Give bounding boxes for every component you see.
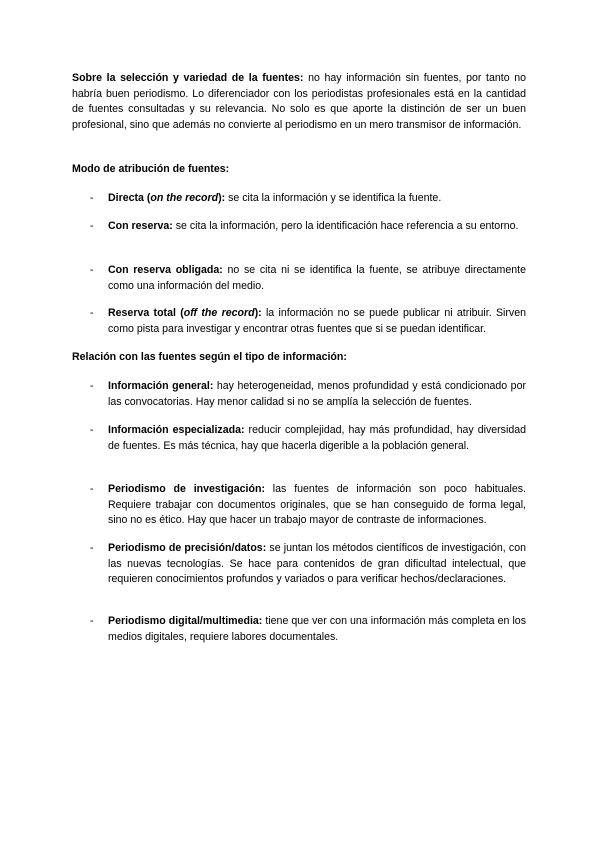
list-item-text: Directa (on the record): se cita la información y se identifica la fuente. <box>108 192 442 204</box>
item-lead: Con reserva obligada: <box>108 264 223 276</box>
list-dash: - <box>90 220 94 232</box>
list-dash: - <box>90 264 94 276</box>
list-dash: - <box>90 380 94 392</box>
intro-text: no hay información sin fuentes, por tanto no habría buen periodismo. Lo diferenciador con los periodistas profesionales está en la cantidad de fuentes consultadas y su relevancia. No solo es que aporte la distinción de ser un buen profesional, sino que además no convierte al periodismo en un mero transmisor de información. <box>72 72 526 131</box>
list-item-text: Periodismo de investigación: las fuentes de información son poco habituales. Requiere trabajar con documentos originales, que se han conseguido de forma legal, sino no es ético. Hay que hacer un trabajo mayor de contraste de informaciones. <box>108 483 526 526</box>
list-item-text: Periodismo de precisión/datos: se juntan los métodos científicos de investigación, con las nuevas tecnologías. Se hace para contenidos de gran dificultad intelectual, que requieren conocimientos profundos y variados o para verificar hechos/declaraciones. <box>108 542 526 585</box>
list-item-text: Periodismo digital/multimedia: tiene que ver con una información más completa en los medios digitales, requiere labores documentales. <box>108 615 526 643</box>
item-lead: Periodismo digital/multimedia: <box>108 615 263 627</box>
item-lead: Información especializada: <box>108 424 245 436</box>
list-dash: - <box>90 615 94 627</box>
list-dash: - <box>90 307 94 319</box>
list-item-text: Reserva total (off the record): la información no se puede publicar ni atribuir. Sirven como pista para investigar y encontrar otras fuentes que si se puedan identificar. <box>108 307 526 335</box>
item-lead: Periodismo de investigación: <box>108 483 265 495</box>
item-lead: Información general: <box>108 380 214 392</box>
item-lead: Periodismo de precisión/datos: <box>108 542 267 554</box>
item-lead: Directa (on the record): <box>108 192 226 204</box>
intro-lead: Sobre la selección y variedad de la fuentes: <box>72 72 304 84</box>
list-dash: - <box>90 192 94 204</box>
section-heading-relation: Relación con las fuentes según el tipo de información: <box>72 351 347 363</box>
item-lead: Con reserva: <box>108 220 173 232</box>
list-dash: - <box>90 483 94 495</box>
list-item-text: Con reserva obligada: no se cita ni se identifica la fuente, se atribuye directamente como una información del medio. <box>108 264 527 292</box>
list-dash: - <box>90 542 94 554</box>
intro-paragraph <box>72 71 526 133</box>
list-item-text: Con reserva: se cita la información, pero la identificación hace referencia a su entorno. <box>108 220 519 232</box>
section-heading-attribution: Modo de atribución de fuentes: <box>72 163 230 175</box>
item-lead: Reserva total (off the record): <box>108 307 262 319</box>
list-item-text: Información especializada: reducir complejidad, hay más profundidad, hay diversidad de fuentes. Es más técnica, hay que hacerla digerible a la población general. <box>108 424 526 452</box>
list-dash: - <box>90 424 94 436</box>
list-item-text: Información general: hay heterogeneidad, menos profundidad y está condicionado por las convocatorias. Hay menor calidad si no se amplía la selección de fuentes. <box>108 380 526 408</box>
